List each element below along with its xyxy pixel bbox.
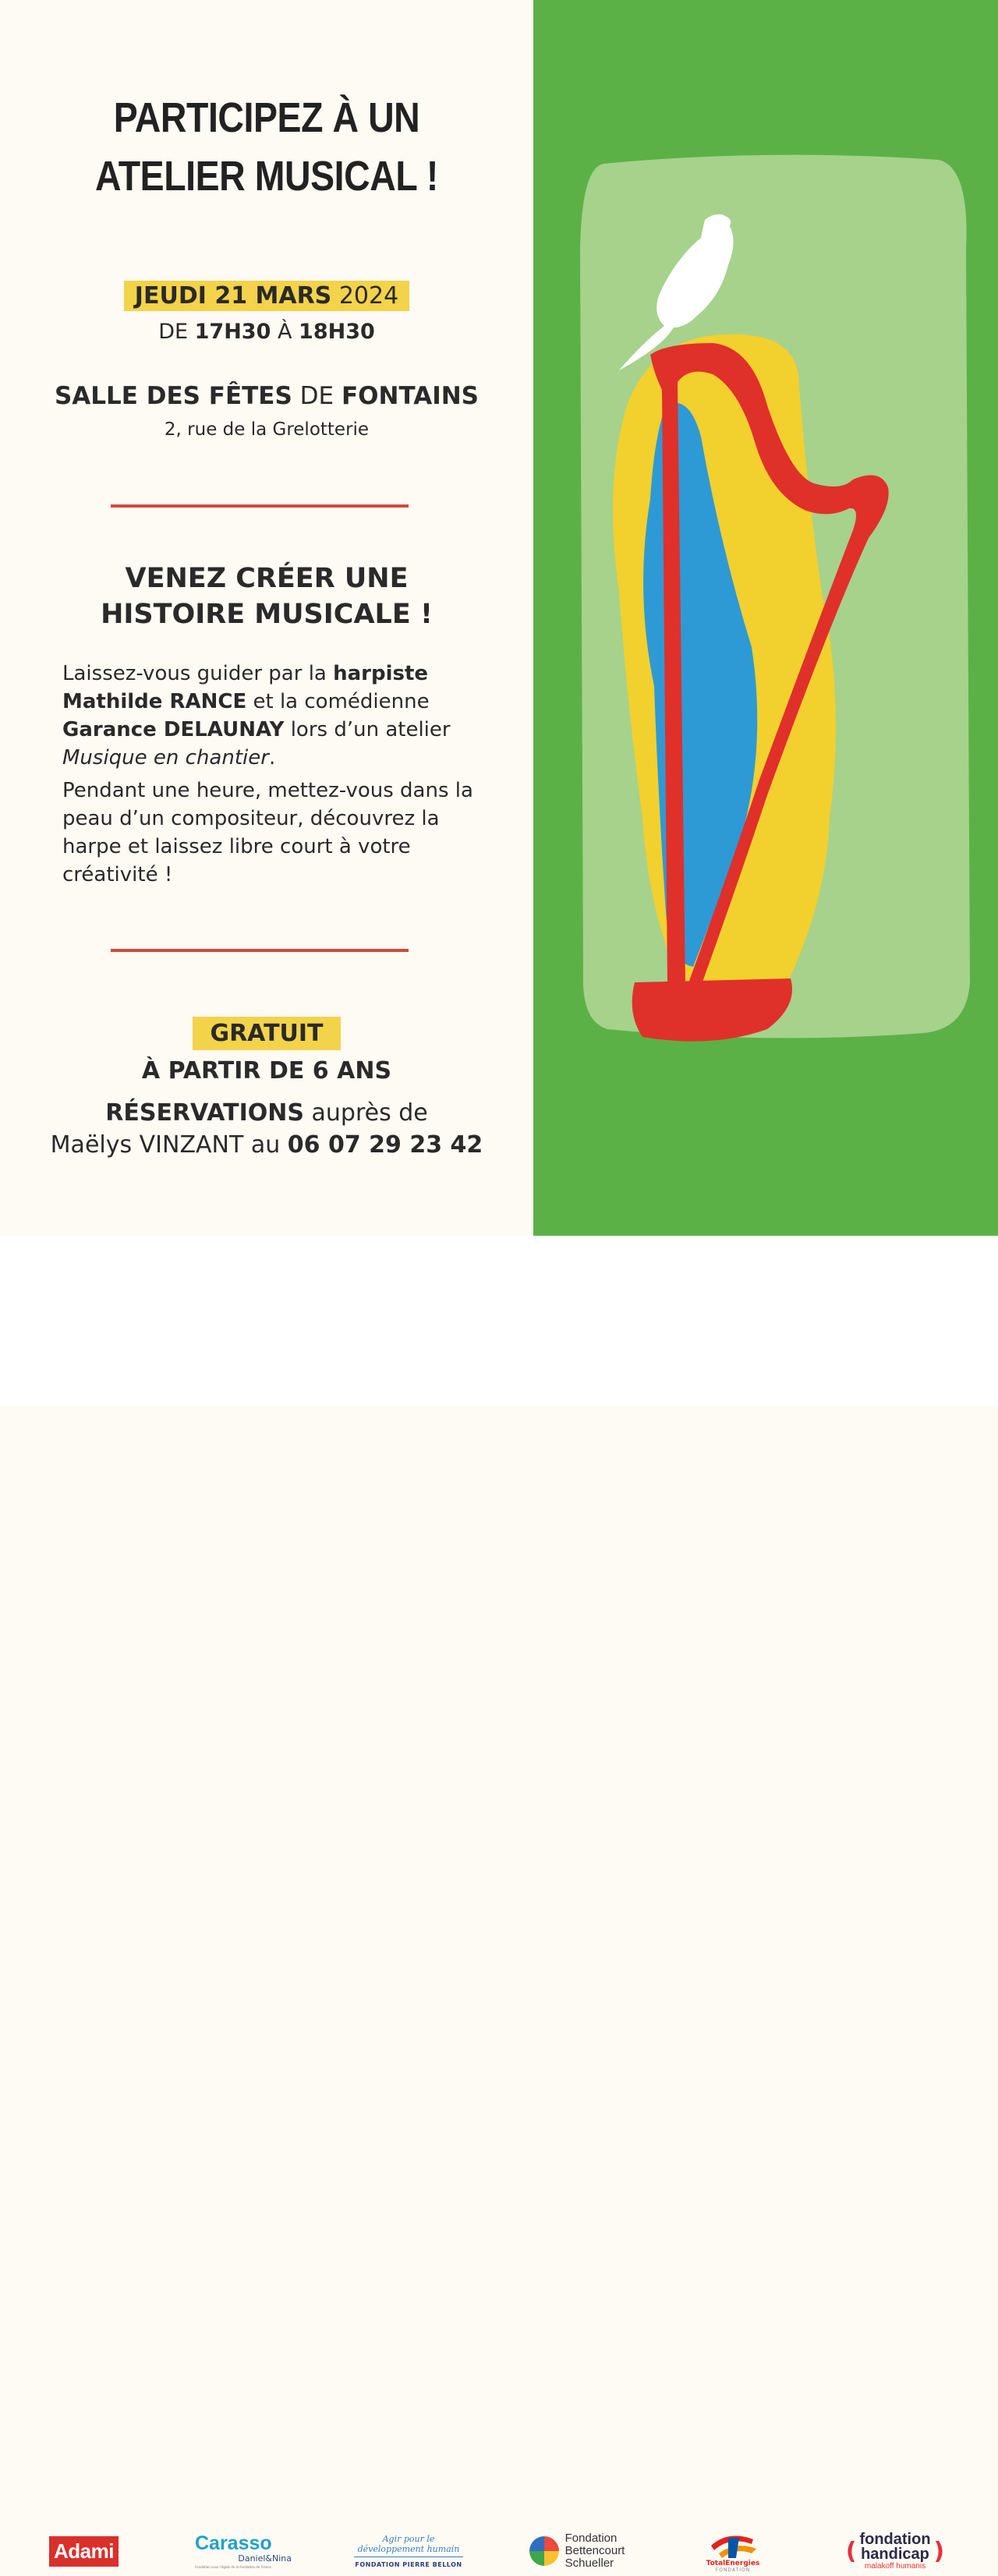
totalenergies-logo bbox=[694, 2526, 772, 2576]
description-paragraph-2: Pendant une heure, mettez-vous dans la peau d’un compositeur, découvrez la harpe et laissez libre court à votre créativité ! bbox=[62, 779, 473, 886]
harp-illustration-svg bbox=[533, 0, 998, 1236]
sponsors-bar bbox=[0, 1236, 998, 2573]
handicap-line-1: fondation bbox=[859, 2530, 931, 2548]
carasso-logo bbox=[195, 2526, 296, 2576]
right-paren-icon: ) bbox=[933, 2537, 945, 2565]
contact-line: Maëlys VINZANT au 06 07 29 23 42 bbox=[50, 1131, 483, 1159]
subtitle-line-2: HISTOIRE MUSICALE ! bbox=[101, 599, 433, 630]
event-address: 2, rue de la Grelotterie bbox=[164, 419, 370, 440]
left-paren-icon: ( bbox=[845, 2537, 857, 2565]
price-badge: GRATUIT bbox=[193, 1017, 340, 1050]
bettencourt-line-3: Schueller bbox=[564, 2557, 614, 2570]
subtitle-line-1: VENEZ CRÉER UNE bbox=[125, 563, 409, 594]
adami-logo bbox=[43, 2526, 125, 2576]
bettencourt-line-2: Bettencourt bbox=[564, 2544, 625, 2557]
carasso-wordmark: Carasso bbox=[195, 2532, 272, 2554]
bettencourt-logo bbox=[515, 2526, 639, 2576]
totalenergies-subtitle: FONDATION bbox=[715, 2567, 751, 2573]
age-requirement: À PARTIR DE 6 ANS bbox=[141, 1057, 392, 1085]
divider-rule bbox=[111, 949, 409, 952]
handicap-line-3: malakoff humanis bbox=[864, 2561, 926, 2571]
price-block bbox=[0, 1017, 533, 1050]
harp-illustration bbox=[533, 0, 998, 1236]
event-date: JEUDI 21 MARS 2024 bbox=[124, 281, 409, 311]
title-line-2: ATELIER MUSICAL ! bbox=[95, 153, 438, 200]
event-venue: SALLE DES FÊTES DE FONTAINS bbox=[54, 382, 479, 410]
pierre-bellon-logo bbox=[351, 2526, 466, 2576]
description-paragraph-1: Laissez-vous guider par la harpiste Mathilde RANCE et la comédienne Garance DELAUNAY lors d’un atelier Musique en chantier. bbox=[62, 662, 451, 770]
totalenergies-name: TotalEnergies bbox=[706, 2559, 760, 2567]
event-date-block bbox=[0, 281, 533, 311]
handicap-line-2: handicap bbox=[861, 2545, 929, 2563]
divider-rule bbox=[111, 504, 409, 508]
event-time: DE 17H30 À 18H30 bbox=[158, 320, 375, 344]
fondation-handicap-logo bbox=[833, 2526, 957, 2576]
carasso-note: Fondation sous l’égide de la Fondation de France bbox=[195, 2565, 271, 2569]
carasso-subtitle: Daniel&Nina bbox=[238, 2553, 292, 2564]
totalenergies-icon bbox=[705, 2530, 761, 2560]
adami-wordmark: Adami bbox=[49, 2536, 119, 2567]
bettencourt-circle-icon bbox=[529, 2536, 559, 2566]
reservation-line: RÉSERVATIONS auprès de bbox=[105, 1099, 428, 1127]
bettencourt-line-1: Fondation bbox=[564, 2532, 618, 2545]
bellon-name: FONDATION PIERRE BELLON bbox=[355, 2561, 462, 2568]
bellon-tagline: Agir pour le développement humain bbox=[354, 2534, 463, 2557]
title-line-1: PARTICIPEZ À UN bbox=[113, 94, 420, 141]
poster-text-panel bbox=[0, 0, 533, 1236]
description bbox=[62, 660, 483, 889]
